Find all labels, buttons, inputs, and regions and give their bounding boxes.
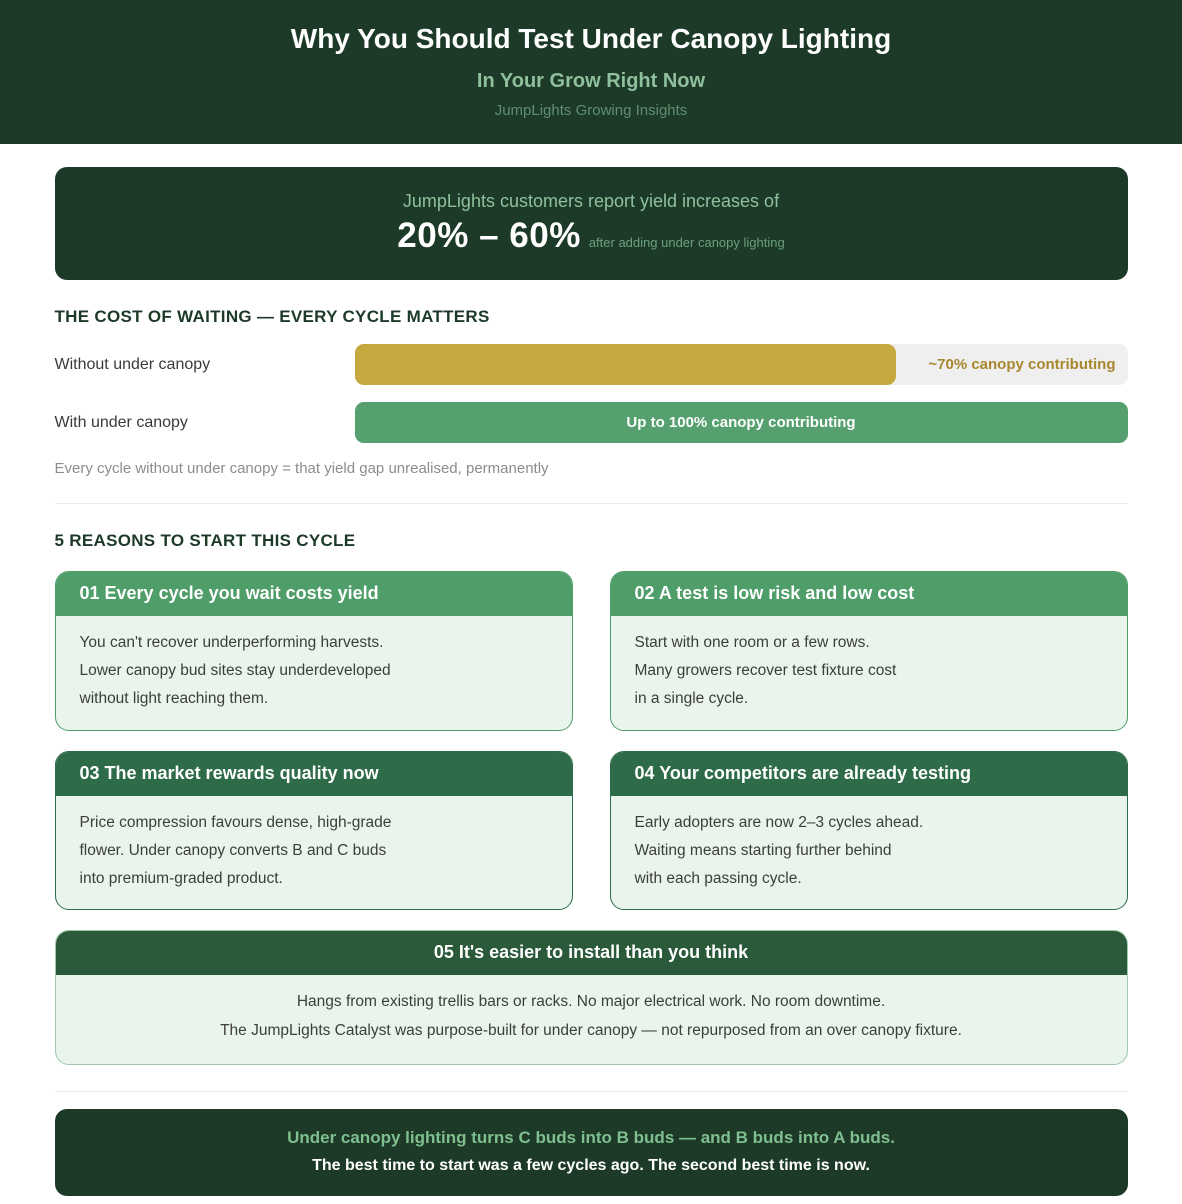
reason-card-header: 05 It's easier to install than you think <box>56 931 1127 975</box>
card-body-line: Early adopters are now 2–3 cycles ahead. <box>634 813 924 831</box>
card-body-line: in a single cycle. <box>634 690 749 708</box>
reason-card-02 <box>610 571 1128 731</box>
cost-caption: Every cycle without under canopy = that yield gap unrealised, permanently <box>54 460 549 477</box>
reason-cards-grid <box>55 571 1128 1065</box>
footer-divider <box>55 1091 1128 1092</box>
page-title: Why You Should Test Under Canopy Lighting <box>290 23 892 54</box>
bar-track <box>355 402 1128 443</box>
cost-section-heading: THE COST OF WAITING — EVERY CYCLE MATTERS <box>54 307 490 326</box>
stat-lead-text: JumpLights customers report yield increases of <box>402 191 780 211</box>
bar-row-with-canopy <box>55 402 1128 443</box>
stat-line <box>55 216 1128 256</box>
card-body-line: flower. Under canopy converts B and C buds <box>79 841 387 859</box>
header-band <box>0 0 1182 144</box>
reason-card-04 <box>610 751 1128 911</box>
card-body-line: You can't recover underperforming harvests. <box>79 634 384 651</box>
reason-card-body <box>611 616 1127 730</box>
footer-highlight-text: Under canopy lighting turns C buds into B buds — and B buds into A buds. <box>287 1127 895 1147</box>
footer-cta-text: The best time to start was a few cycles ago. The second best time is now. <box>312 1156 870 1174</box>
card-body-line: Hangs from existing trellis bars or racks. No major electrical work. No room downtime. <box>296 993 886 1011</box>
section-divider <box>55 503 1128 504</box>
bar-value-text: Up to 100% canopy contributing <box>626 414 856 431</box>
card-body-line: Price compression favours dense, high-grade <box>79 813 392 831</box>
reason-card-header: 01 Every cycle you wait costs yield <box>56 572 572 616</box>
bar-label: With under canopy <box>54 413 188 431</box>
reason-card-03 <box>55 751 573 911</box>
yield-stat-banner <box>55 167 1128 280</box>
reason-card-01 <box>55 571 573 731</box>
card-body-line: Many growers recover test fixture cost <box>634 662 897 680</box>
reason-card-header: 03 The market rewards quality now <box>56 752 572 796</box>
bar-track <box>355 344 1128 385</box>
reasons-section-heading: 5 REASONS TO START THIS CYCLE <box>54 531 356 550</box>
bar-label: Without under canopy <box>54 355 211 373</box>
yield-range-value: 20% – 60% <box>397 216 581 255</box>
reason-card-header: 04 Your competitors are already testing <box>611 752 1127 796</box>
card-body-line: Lower canopy bud sites stay underdeveloped <box>79 662 391 680</box>
card-body-line: into premium-graded product. <box>79 870 283 888</box>
reason-card-05 <box>55 930 1128 1064</box>
card-body-line: Waiting means starting further behind <box>634 841 892 859</box>
card-body-line: without light reaching them. <box>79 690 269 708</box>
reason-card-body <box>56 796 572 910</box>
page-subtitle: In Your Grow Right Now <box>476 70 706 92</box>
card-body-line: with each passing cycle. <box>634 870 802 888</box>
card-body-line: Start with one room or a few rows. <box>634 634 870 651</box>
bar-row-without-canopy <box>55 344 1128 385</box>
card-body-line: The JumpLights Catalyst was purpose-built for under canopy — not repurposed from an over canopy fixture. <box>220 1021 962 1039</box>
brand-tagline: JumpLights Growing Insights <box>494 102 688 119</box>
bar-value-text: ~70% canopy contributing <box>928 356 1116 373</box>
reason-card-body <box>56 975 1127 1063</box>
bar-fill-gold <box>355 344 896 385</box>
footer-banner <box>55 1109 1128 1196</box>
reason-card-body <box>56 616 572 730</box>
stat-suffix-text: after adding under canopy lighting <box>588 235 785 250</box>
reason-card-body <box>611 796 1127 910</box>
reason-card-header: 02 A test is low risk and low cost <box>611 572 1127 616</box>
content-container <box>55 167 1128 1196</box>
